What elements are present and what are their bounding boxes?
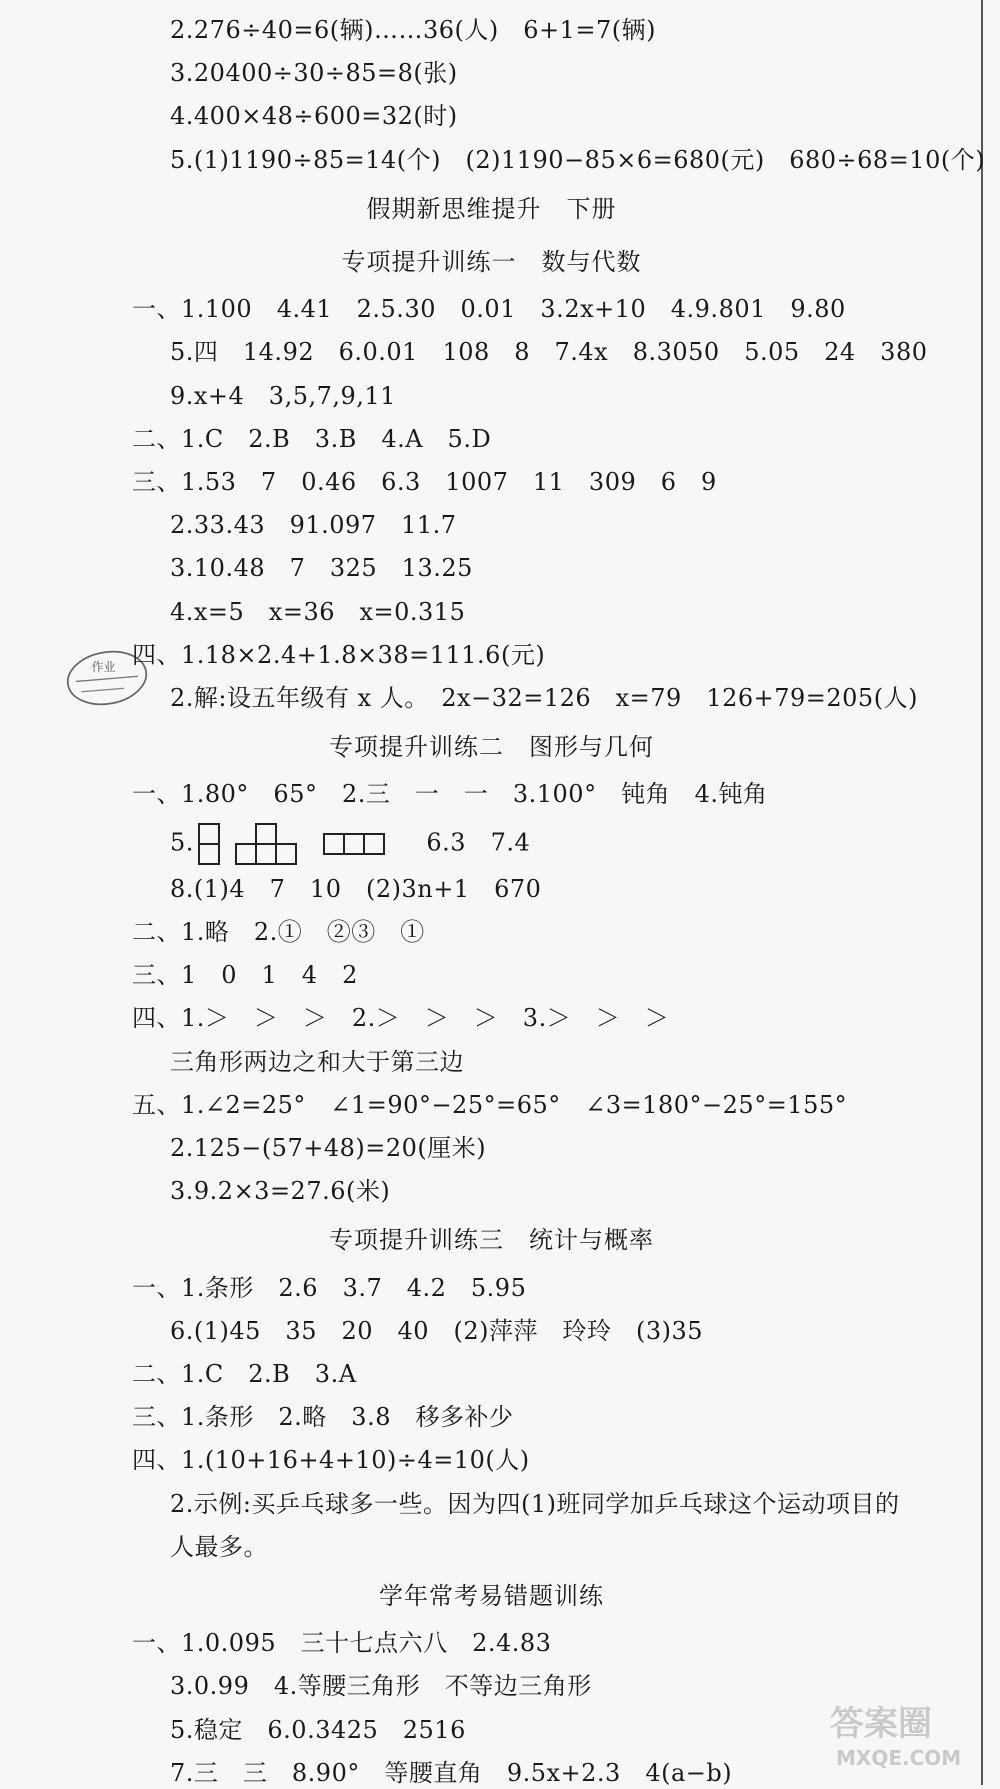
svg-text:MXQE.COM: MXQE.COM [836, 1746, 962, 1770]
answer-line: 三角形两边之和大于第三边 [170, 1047, 464, 1076]
answer-line: 2.33.43 91.097 11.7 [170, 511, 457, 540]
answer-line: 3.20400÷30÷85=8(张) [170, 59, 458, 88]
answer-line: 9.x+4 3,5,7,9,11 [170, 381, 396, 410]
answer-line: 2.125−(57+48)=20(厘米) [170, 1134, 487, 1162]
answer-line: 8.(1)4 7 10 (2)3n+1 670 [170, 874, 542, 903]
answer-line: 一、1.80° 65° 2.三 一 一 3.100° 钝角 4.钝角 [132, 780, 768, 809]
view-figure-1 [194, 822, 228, 866]
item-number: 5. [170, 828, 194, 857]
answer-line: 2.276÷40=6(辆)……36(人) 6+1=7(辆) [170, 16, 656, 44]
answer-line: 四、1.＞ ＞ ＞ 2.＞ ＞ ＞ 3.＞ ＞ ＞ [132, 1004, 670, 1033]
answer-line: 五、1.∠2=25° ∠1=90°−25°=65° ∠3=180°−25°=155° [132, 1090, 848, 1119]
section-heading: 假期新思维提升 下册 [366, 194, 617, 223]
answer-line: 二、1.略 2.① ②③ ① [132, 918, 425, 946]
answer-line: 2.示例:买乒乓球多一些。因为四(1)班同学加乒乓球这个运动项目的 [170, 1489, 900, 1518]
answer-line: 一、1.条形 2.6 3.7 4.2 5.95 [132, 1273, 527, 1302]
answer-line: 6.(1)45 35 20 40 (2)萍萍 玲玲 (3)35 [170, 1316, 704, 1345]
section-heading: 专项提升训练一 数与代数 [341, 248, 642, 276]
answer-line: 5.(1)1190÷85=14(个) (2)1190−85×6=680(元) 680÷68=10(个) [170, 145, 986, 174]
section-heading: 学年常考易错题训练 [379, 1582, 604, 1610]
answer-rest: 6.3 7.4 [401, 828, 531, 857]
answer-line: 一、1.0.095 三十七点六八 2.4.83 [132, 1629, 552, 1658]
answer-line: 二、1.C 2.B 3.A [132, 1360, 357, 1388]
watermark-logo [822, 1693, 970, 1773]
answer-line: 三、1.53 7 0.46 6.3 1007 11 309 6 9 [132, 468, 717, 496]
answer-line: 四、1.18×2.4+1.8×38=111.6(元) [132, 640, 546, 669]
answer-line: 5.四 14.92 6.0.01 108 8 7.4x 8.3050 5.05 24 380 [170, 338, 928, 367]
svg-text:答案圈: 答案圈 [830, 1704, 932, 1744]
answer-line: 三、1 0 1 4 2 [132, 961, 358, 990]
answer-line: 人最多。 [170, 1532, 268, 1561]
answer-line: 3.0.99 4.等腰三角形 不等边三角形 [170, 1672, 592, 1701]
answer-line: 7.三 三 8.90° 等腰直角 9.5x+2.3 4(a−b) [170, 1758, 733, 1787]
answer-line: 三、1.条形 2.略 3.8 移多补少 [132, 1403, 514, 1432]
svg-text:作业: 作业 [91, 660, 116, 675]
answer-line: 一、1.100 4.41 2.5.30 0.01 3.2x+10 4.9.801 9.80 [132, 295, 846, 324]
answer-line: 2.解:设五年级有 x 人。 2x−32=126 x=79 126+79=205(人) [170, 684, 918, 712]
answer-line: 3.9.2×3=27.6(米) [170, 1177, 391, 1206]
answer-line: 四、1.(10+16+4+10)÷4=10(人) [132, 1446, 530, 1475]
answer-line: 5.稳定 6.0.3425 2516 [170, 1715, 466, 1744]
view-figure-3 [318, 822, 402, 866]
section-heading: 专项提升训练三 统计与概率 [329, 1226, 654, 1255]
view-figure-2 [228, 822, 318, 866]
answer-line: 二、1.C 2.B 3.B 4.A 5.D [132, 424, 492, 453]
answer-line: 4.400×48÷600=32(时) [170, 102, 458, 131]
answer-line [170, 822, 530, 866]
section-heading: 专项提升训练二 图形与几何 [329, 733, 654, 762]
answer-line: 3.10.48 7 325 13.25 [170, 554, 473, 583]
answer-line: 4.x=5 x=36 x=0.315 [170, 597, 466, 626]
